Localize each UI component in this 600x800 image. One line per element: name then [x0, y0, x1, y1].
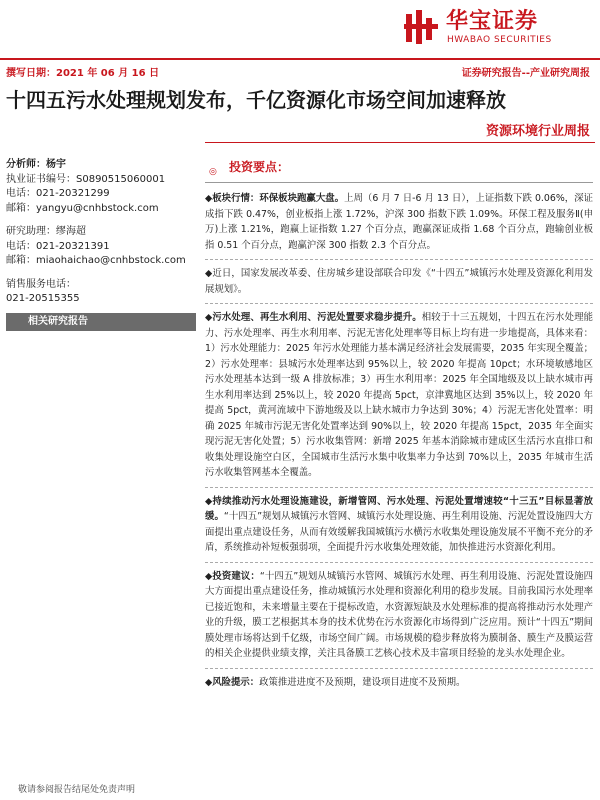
- bullet-investment-text: “十四五”规划从城镇污水管网、城镇污水处理、再生利用设施、污泥处置设施四大方面提出重点建设任务，推动城镇污水处理和资源化利用的稳步发展。目前我国污水处理率已接近饱和，未来增量主要在于提标改造，水资源短缺及水处理标准的提高将推动污水处理产业的升级，膜工艺根据其本身的技术优势在污水资源化市场得到广泛应用。预计“十四五”期间膜处理市场将达到千亿级，市场空间广阔。市场规模的稳步释放将为膜制备、膜生产及膜运营的相关企业提供业绩支撑，关注具备膜工艺核心技术及丰富项目经验的龙头水处理企业。: [205, 570, 593, 659]
- key-points-title: 投资要点：: [229, 160, 290, 174]
- related-reports-tag: 相关研究报告: [6, 313, 196, 331]
- assistant-name: 研究助理：缪海超: [6, 226, 86, 237]
- dashed-divider: [205, 562, 593, 563]
- key-points-divider: [205, 182, 593, 183]
- analyst-license: 执业证书编号：S0890515060001: [6, 173, 166, 185]
- report-subtitle: 资源环境行业周报: [485, 124, 590, 139]
- report-type: 证券研究报告--产业研究周报: [461, 68, 590, 79]
- subtitle-divider: [205, 142, 595, 143]
- bullet-market: [205, 191, 593, 253]
- bullet-construction-text: “十四五”规划从城镇污水管网、城镇污水处理设施、再生利用设施、污泥处置设施四大方面提出重点建设任务，从而有效缓解我国城镇污水横污水收集处理设施发展不平衡不充分的矛盾，系统推动补短板强弱项，全面提升污水收集处理效能，加快推进污水资源化利用。: [205, 511, 593, 553]
- bullet-risk-text: 政策推进进度不及预期，建设项目进度不及预期。: [259, 676, 466, 688]
- assistant-email: 邮箱：miaohaichao@cnhbstock.com: [6, 255, 186, 266]
- dashed-divider: [205, 259, 593, 260]
- assistant-phone: 电话：021-20321391: [6, 240, 110, 252]
- sales-label: 销售服务电话：: [6, 278, 76, 290]
- dashed-divider: [205, 303, 593, 304]
- bullet-targets: [205, 310, 593, 481]
- bullet-risk-lead: ◆风险提示：: [205, 676, 260, 688]
- bullet-policy: ◆近日，国家发展改革委、住房城乡建设部联合印发《“十四五”城镇污水处理及资源化利用发展规划》。: [205, 268, 593, 295]
- company-logo: [402, 8, 592, 46]
- bullet-construction-lead: ◆持续推动污水处理设施建设，新增管网、污水处理、污泥处置增速较“十三五”目标显著放缓。: [205, 495, 593, 522]
- key-points-section: [205, 158, 593, 690]
- bullet-risk: [205, 675, 593, 691]
- bullet-targets-lead: ◆污水处理、再生水利用、污泥处置要求稳步提升。: [205, 312, 422, 323]
- dashed-divider: [205, 668, 593, 669]
- analyst-sidebar: [6, 158, 196, 331]
- target-icon: ◎: [209, 167, 217, 177]
- top-divider: [0, 58, 600, 60]
- bullet-targets-text: 相较于十三五规划，十四五在污水处理能力、污水处理率、再生水利用率、污泥无害化处理率等目标上均有进一步地提高，具体来看：1）污水处理能力：2025 年污水处理能力基本满足经济社会发展需要，2035 年实现全覆盖；2）污水处理率：县城污水处理率达到 95%以上，较 2020 年提高 10pct；水环境敏感地区污水处理基本达到一级 A 排放标准；3）再生水利用率：2025 年全国地级及以上缺水城市再生水利用率达到 25%以上，较 2020 年提高 5pct，京津冀地区达到 35%以上，较 2020 年提高 5pct，黄河流域中下游地级及以上缺水城市力争达到 30%；4）污泥无害化处置率：明确 2025 年城市污泥无害化处置率达到 90%以上，较 2020 年提高 15pct，2035 年全面实现污泥无害化处置；5）污水收集管网：新增 2025 年基本消除城市建成区生活污水直排口和收集处理设施空白区，全国城市生活污水集中收集率力争达到 70%以上，2035 年城市生活污水收集管网基本全覆盖。: [205, 312, 593, 478]
- bullet-market-text: 上周（6 月 7 日-6 月 13 日），上证指数下跌 0.06%，深证成指下跌 0.47%，创业板指上涨 1.72%，沪深 300 指数下跌 1.09%。环保工程及服务Ⅱ(申万)上涨 1.21%，跑赢上证指数 1.27 个百分点，跑赢深证成指 1.68 个百分点，跑输创业板指 0.51 个百分点，跑赢沪深 300 指数 2.3 个百分点。: [205, 193, 593, 251]
- analyst-email: 邮箱：yangyu@cnhbstock.com: [6, 202, 159, 214]
- bullet-market-lead: ◆板块行情：环保板块跑赢大盘。: [205, 193, 345, 204]
- logo-mark-icon: [402, 8, 440, 46]
- analyst-name: 分析师：杨宇: [6, 159, 66, 170]
- logo-text-cn: 华宝证券: [446, 9, 539, 34]
- footer-disclaimer: 敬请参阅报告结尾处免责声明: [18, 785, 136, 795]
- analyst-phone: 电话：021-20321299: [6, 188, 110, 199]
- bullet-investment-lead: ◆投资建议：: [205, 570, 260, 582]
- dashed-divider: [205, 487, 593, 488]
- report-title: 十四五污水处理规划发布，千亿资源化市场空间加速释放: [6, 88, 506, 112]
- bullet-construction: [205, 494, 593, 556]
- logo-text-en: HWABAO SECURITIES: [447, 35, 552, 45]
- sales-phone: 021-20515355: [6, 293, 80, 304]
- bullet-investment: [205, 569, 593, 662]
- key-points-heading: [205, 158, 593, 176]
- report-date: 撰写日期：2021 年 06 月 16 日: [6, 68, 160, 79]
